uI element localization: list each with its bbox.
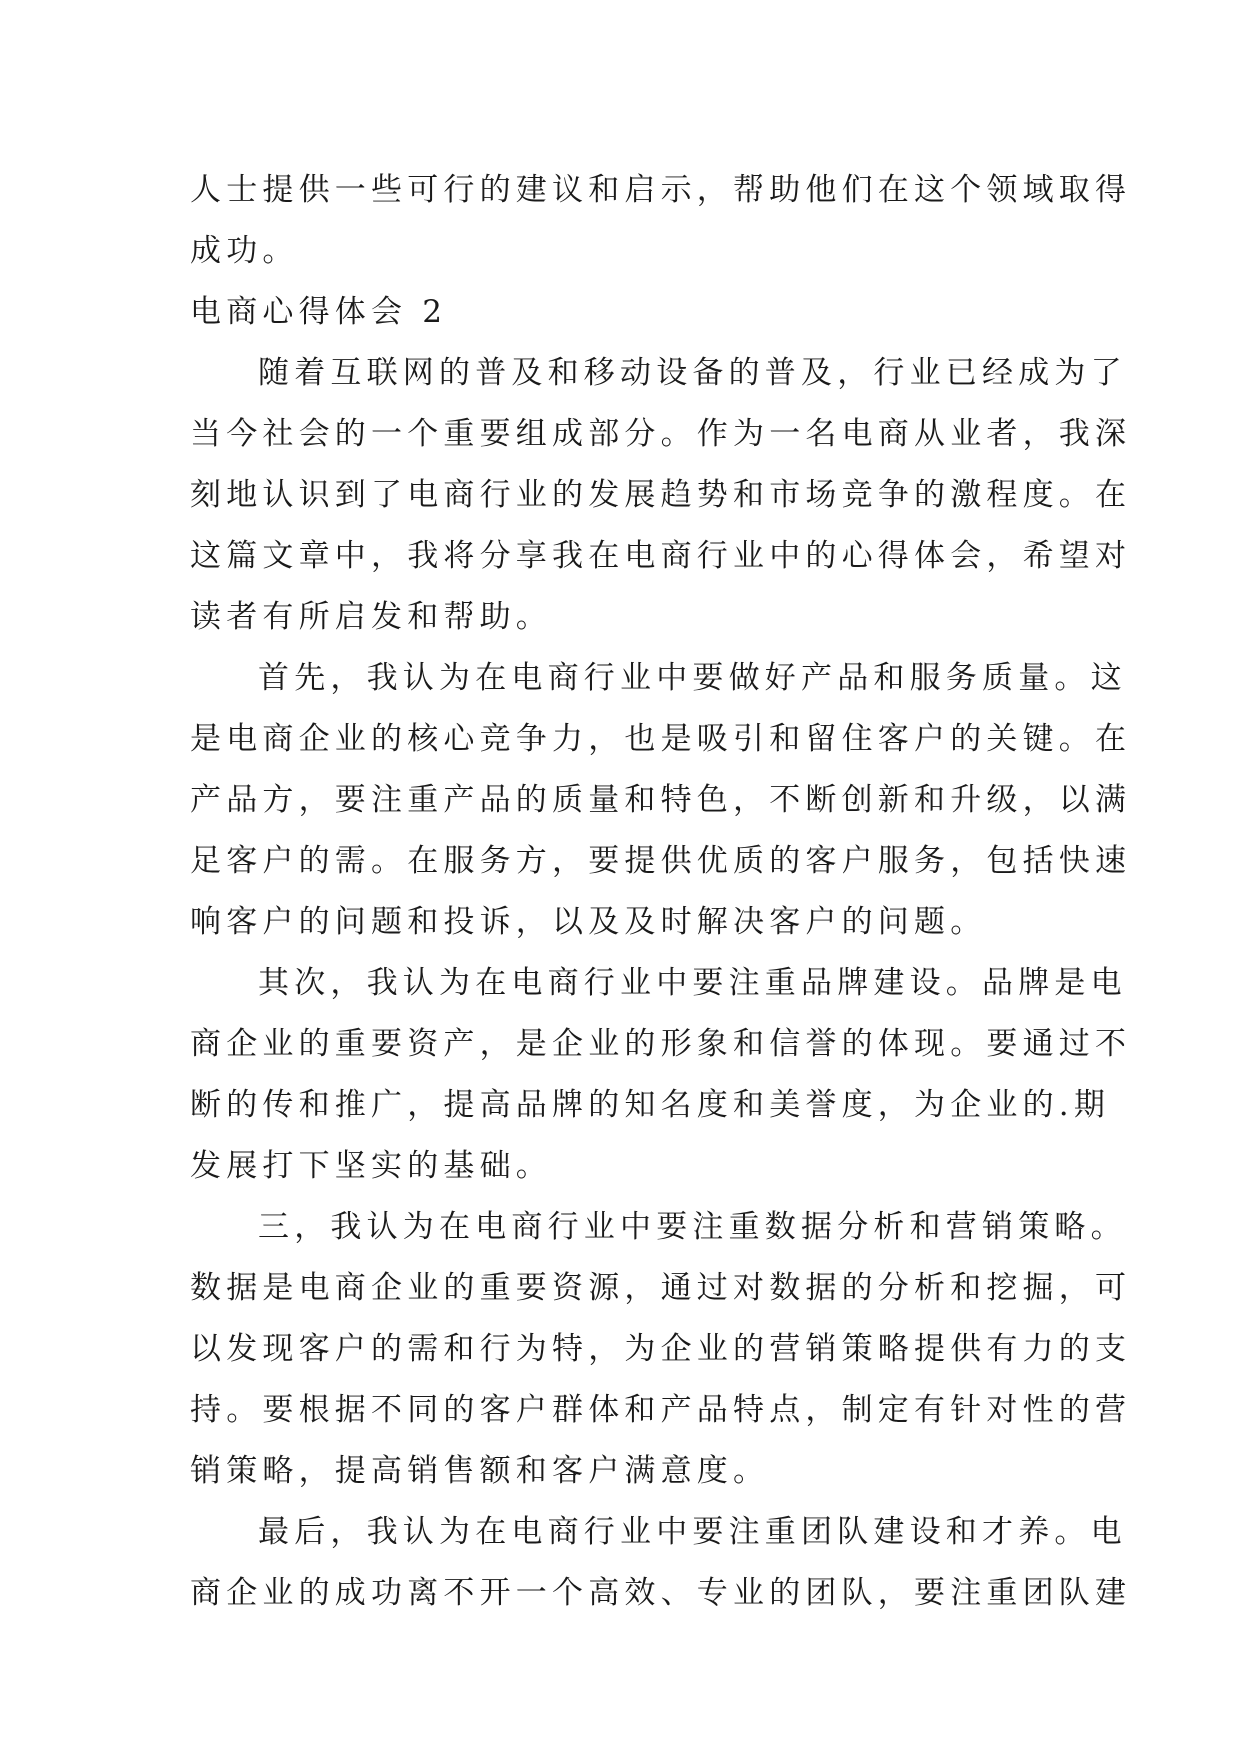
paragraph-line: 随着互联网的普及和移动设备的普及，行业已经成为了 [258, 355, 1127, 391]
intro-line: 成功。 [190, 233, 299, 269]
paragraph-line: 首先，我认为在电商行业中要做好产品和服务质量。这 [258, 660, 1127, 696]
paragraph-line: 足客户的需。在服务方，要提供优质的客户服务，包括快速 [190, 843, 1132, 879]
paragraph-line: 三，我认为在电商行业中要注重数据分析和营销策略。 [258, 1209, 1127, 1245]
paragraph-line: 商企业的重要资产，是企业的形象和信誉的体现。要通过不 [190, 1026, 1132, 1062]
document-body [190, 160, 1132, 1624]
paragraph-line: 发展打下坚实的基础。 [190, 1148, 552, 1184]
intro-line: 人士提供一些可行的建议和启示，帮助他们在这个领域取得 [190, 172, 1132, 208]
section-heading: 电商心得体会 2 [190, 294, 448, 330]
paragraph-line: 持。要根据不同的客户群体和产品特点，制定有针对性的营 [190, 1392, 1132, 1428]
paragraph-line: 是电商企业的核心竞争力，也是吸引和留住客户的关键。在 [190, 721, 1132, 757]
paragraph-line: 以发现客户的需和行为特，为企业的营销策略提供有力的支 [190, 1331, 1132, 1367]
paragraph-line: 其次，我认为在电商行业中要注重品牌建设。品牌是电 [258, 965, 1127, 1001]
paragraph-line: 产品方，要注重产品的质量和特色，不断创新和升级，以满 [190, 782, 1132, 818]
paragraph-line: 商企业的成功离不开一个高效、专业的团队，要注重团队建 [190, 1575, 1132, 1611]
paragraph-line: 断的传和推广，提高品牌的知名度和美誉度，为企业的.期 [190, 1087, 1111, 1123]
paragraph-line: 销策略，提高销售额和客户满意度。 [190, 1453, 770, 1489]
paragraph-line: 当今社会的一个重要组成部分。作为一名电商从业者，我深 [190, 416, 1132, 452]
paragraph-line: 读者有所启发和帮助。 [190, 599, 552, 635]
paragraph-line: 响客户的问题和投诉，以及及时解决客户的问题。 [190, 904, 987, 940]
paragraph-line: 这篇文章中，我将分享我在电商行业中的心得体会，希望对 [190, 538, 1132, 574]
paragraph-line: 最后，我认为在电商行业中要注重团队建设和才养。电 [258, 1514, 1127, 1550]
paragraph-line: 刻地认识到了电商行业的发展趋势和市场竞争的激程度。在 [190, 477, 1132, 513]
paragraph-line: 数据是电商企业的重要资源，通过对数据的分析和挖掘，可 [190, 1270, 1132, 1306]
